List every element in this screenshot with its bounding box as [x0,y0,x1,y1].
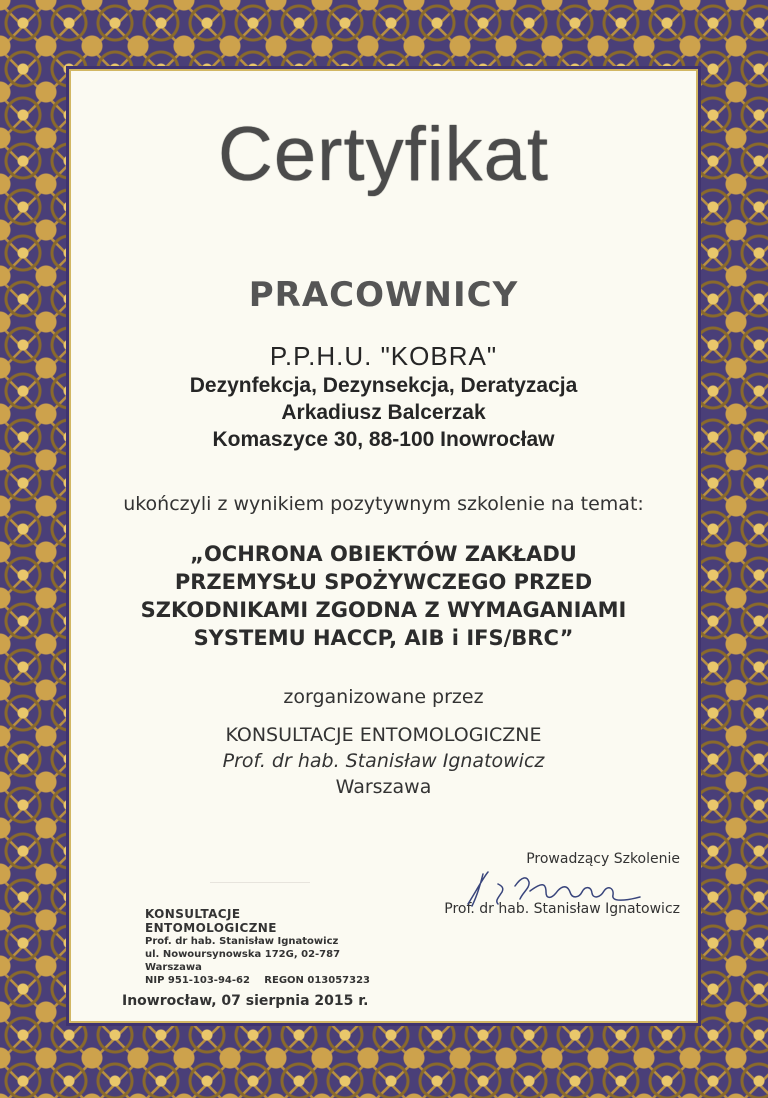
recipient-heading: PRACOWNICY [248,275,519,315]
company-services: Dezynfekcja, Dezynsekcja, Deratyzacja [189,374,578,397]
organizer-professor: Prof. dr hab. Stanisław Ignatowicz [222,750,545,772]
organizer-name: KONSULTACJE ENTOMOLOGICZNE [225,724,542,746]
signature-area [400,850,680,918]
training-intro: ukończyli z wynikiem pozytywnym szkolenie na temat: [123,493,644,515]
training-topic [70,540,697,652]
stamp-title: KONSULTACJE ENTOMOLOGICZNE [145,907,277,935]
company-owner: Arkadiusz Balcerzak [281,401,486,424]
stamp-faint-marking [210,882,310,899]
signature-label: Prowadzący Szkolenie [526,851,680,867]
organizer-city: Warszawa [335,776,432,798]
certificate-content [70,70,697,1022]
organizer-stamp [145,907,370,987]
training-topic-line: „OCHRONA OBIEKTÓW ZAKŁADU [190,542,577,566]
company-name: P.P.H.U. "KOBRA" [269,341,498,371]
stamp-identifiers [145,974,370,987]
stamp-address: ul. Nowoursynowska 172G, 02-787 Warszawa [145,949,341,973]
organizer-block [70,722,697,800]
company-address: Komaszyce 30, 88-100 Inowrocław [212,428,555,451]
handwritten-signature [460,868,650,913]
training-topic-line: PRZEMYSŁU SPOŻYWCZEGO PRZED [174,570,593,594]
organized-by-label: zorganizowane przez [283,686,484,708]
company-block [70,340,697,453]
training-topic-line: SZKODNIKAMI ZGODNA Z WYMAGANIAMI [140,598,627,622]
training-topic-line: SYSTEMU HACCP, AIB i IFS/BRC” [193,626,574,650]
stamp-regon: REGON 013057323 [264,975,370,986]
certificate-title: Certyfikat [218,112,549,197]
signature-name: Prof. dr hab. Stanisław Ignatowicz [444,901,680,917]
place-and-date: Inowrocław, 07 sierpnia 2015 r. [122,993,369,1009]
stamp-nip: NIP 951-103-94-62 [145,975,250,986]
stamp-professor: Prof. dr hab. Stanisław Ignatowicz [145,936,339,947]
